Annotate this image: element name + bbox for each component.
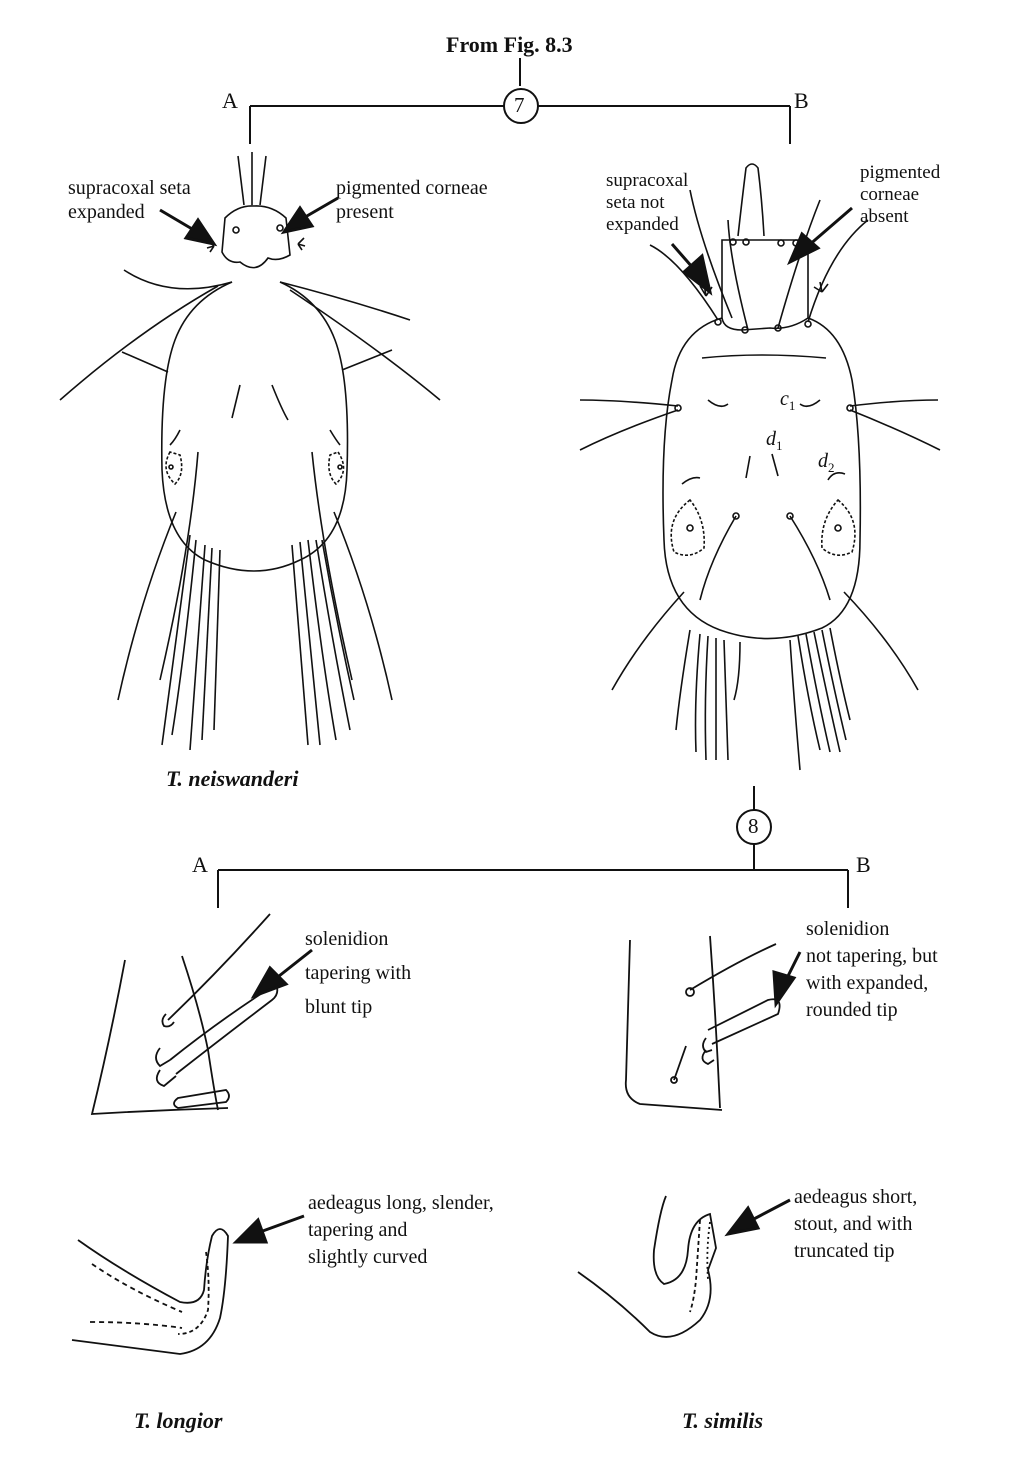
arrow-corneae-b bbox=[790, 234, 818, 262]
aedeagus-a-illustration bbox=[72, 1229, 228, 1354]
couplet-7-option-b: B bbox=[794, 88, 809, 113]
label-aedeagus-short: aedeagus short, stout, and with truncated tip bbox=[794, 1186, 918, 1262]
couplet-8-number: 8 bbox=[748, 814, 759, 838]
label-seta-c1: $c_1$ bbox=[780, 388, 796, 413]
solenidion-b-illustration bbox=[626, 936, 780, 1110]
species-label-longior: T. longior bbox=[134, 1408, 223, 1433]
mite-a-illustration bbox=[60, 152, 440, 750]
cornea-right bbox=[277, 225, 283, 231]
aedeagus-b-arrow bbox=[728, 1200, 790, 1234]
label-solenidion-not-tapering: solenidion not tapering, but with expanded, rounded tip bbox=[806, 918, 938, 1021]
label-supracoxal-not-expanded: supracoxal seta not expanded bbox=[606, 170, 689, 235]
couplet-8-option-b: B bbox=[856, 852, 871, 877]
cornea-left bbox=[233, 227, 239, 233]
couplet-8-option-a: A bbox=[192, 852, 208, 877]
solenidion-b-arrow bbox=[774, 952, 800, 1004]
arrow-corneae-a bbox=[284, 208, 312, 232]
label-seta-d2: $d_2$ bbox=[818, 450, 835, 475]
solenidion-a-illustration bbox=[92, 914, 277, 1114]
label-aedeagus-long: aedeagus long, slender, tapering and slightly curved bbox=[308, 1192, 494, 1268]
mite-b-illustration bbox=[580, 164, 940, 770]
species-label-similis: T. similis bbox=[682, 1408, 764, 1433]
figure-title: From Fig. 8.3 bbox=[446, 32, 573, 57]
couplet-7-number: 7 bbox=[514, 93, 525, 117]
solenidion-a-arrow bbox=[254, 950, 312, 996]
couplet-8-connector bbox=[218, 786, 848, 908]
label-corneae-absent: pigmented corneae absent bbox=[860, 162, 941, 227]
couplet-7-option-a: A bbox=[222, 88, 238, 113]
label-seta-d1: $d_1$ bbox=[766, 428, 783, 453]
label-supracoxal-expanded: supracoxal seta expanded bbox=[68, 177, 191, 223]
mite-b-arrows bbox=[672, 208, 852, 292]
label-corneae-present: pigmented corneae present bbox=[336, 177, 488, 223]
species-label-neiswanderi: T. neiswanderi bbox=[166, 766, 299, 791]
label-solenidion-tapering: solenidion tapering with blunt tip bbox=[305, 928, 412, 1018]
aedeagus-a-arrow bbox=[236, 1216, 304, 1242]
aedeagus-b-illustration bbox=[578, 1196, 716, 1337]
